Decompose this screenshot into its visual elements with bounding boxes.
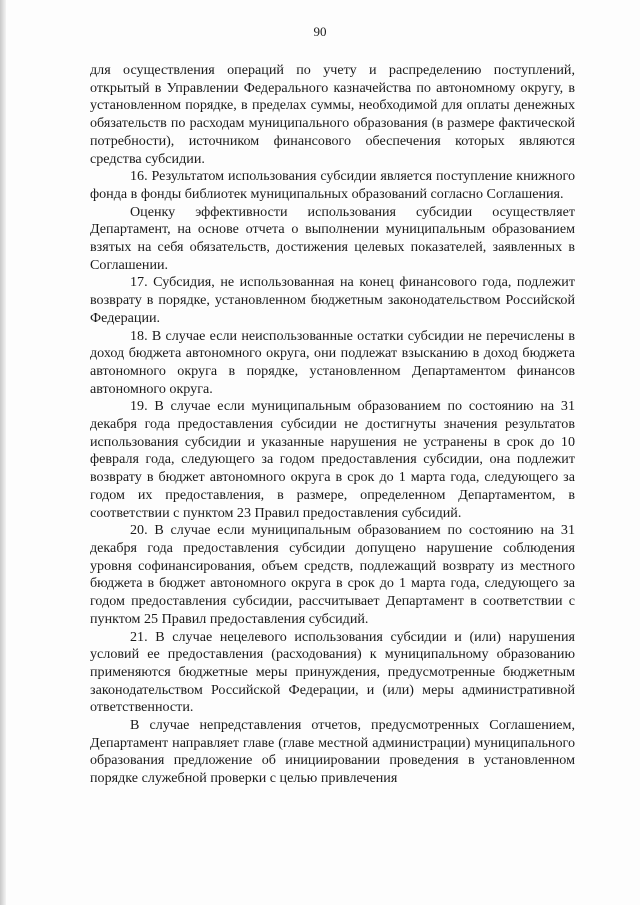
paragraph-18: 18. В случае если неиспользованные остатки субсидии не перечислены в доход бюджета автономного округа, они подлежат взысканию в доход бюджета автономного округа в порядке, установленном Департаментом финансов автономного округа. bbox=[90, 327, 575, 397]
page-number: 90 bbox=[313, 24, 327, 39]
paragraph-17: 17. Субсидия, не использованная на конец финансового года, подлежит возврату в порядке, установленном бюджетным законодательством Российской Федерации. bbox=[90, 274, 575, 326]
paragraph-16-evaluation: Оценку эффективности использования субсидии осуществляет Департамент, на основе отчета о выполнении муниципальным образованием взятых на себя обязательств, достижения целевых показателей, заявленных в Соглашении. bbox=[90, 203, 575, 273]
paragraph-21-reports: В случае непредставления отчетов, предусмотренных Соглашением, Департамент направляет главе (главе местной администрации) муниципального образования предложение об инициировании проведения в установленном порядке служебной проверки с целью привлечения bbox=[90, 717, 575, 787]
paragraph-continuation: для осуществления операций по учету и распределению поступлений, открытый в Управлении Федерального казначейства по автономному округу, в установленном порядке, в пределах суммы, необходимой для оплаты денежных обязательств по расходам муниципального образования (в размере фактической потребности), источником финансового обеспечения которых являются средства субсидии. bbox=[90, 62, 575, 167]
paragraph-21: 21. В случае нецелевого использования субсидии и (или) нарушения условий ее предоставления (расходования) к муниципальному образованию применяются бюджетные меры принуждения, предусмотренные бюджетным законодательством Российской Федерации, и (или) меры административной ответственности. bbox=[90, 628, 575, 716]
paragraph-16: 16. Результатом использования субсидии является поступление книжного фонда в фонды библиотек муниципальных образований согласно Соглашения. bbox=[90, 168, 575, 202]
paragraph-20: 20. В случае если муниципальным образованием по состоянию на 31 декабря года предоставления субсидии допущено нарушение соблюдения уровня софинансирования, объем средств, подлежащий возврату из местного бюджета в бюджет автономного округа в срок до 1 марта года, следующего за годом предоставления субсидии, рассчитывает Департамент в соответствии с пунктом 25 Правил предоставления субсидий. bbox=[90, 522, 575, 627]
paragraph-19: 19. В случае если муниципальным образованием по состоянию на 31 декабря года предоставления субсидии не достигнуты значения результатов использования субсидии и указанные нарушения не устранены в срок до 10 февраля года, следующего за годом предоставления субсидии, она подлежит возврату в бюджет автономного округа в срок до 1 марта года, следующего за годом их предоставления, в размере, определенном Департаментом, в соответствии с пунктом 23 Правил предоставления субсидий. bbox=[90, 398, 575, 521]
scan-edge-shadow bbox=[0, 0, 6, 905]
document-body bbox=[90, 62, 575, 788]
